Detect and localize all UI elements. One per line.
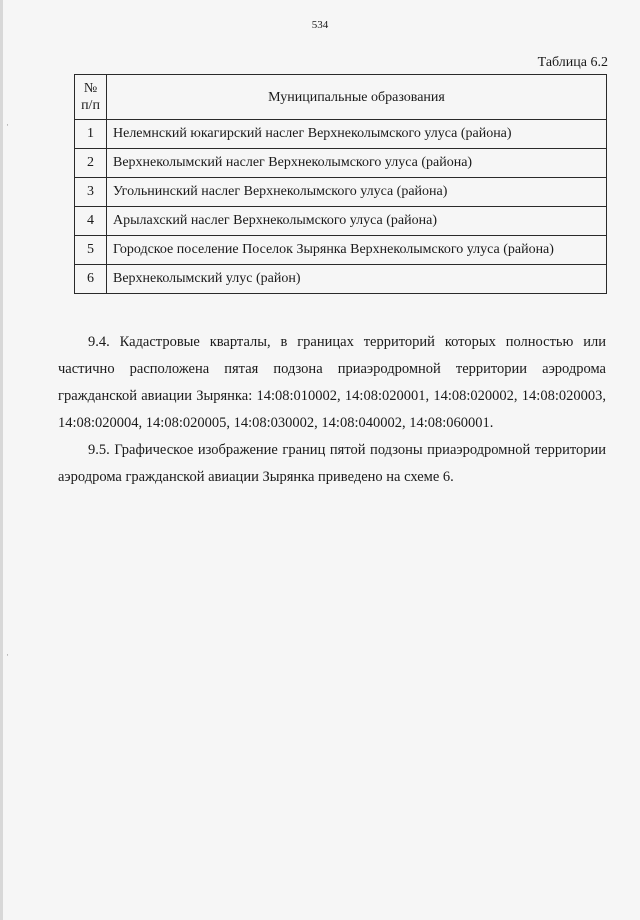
table-row — [75, 265, 607, 294]
scan-mark: · — [6, 120, 9, 130]
header-num: № п/п — [75, 75, 107, 120]
table-row — [75, 207, 607, 236]
table-caption: Таблица 6.2 — [537, 55, 608, 70]
table-row — [75, 149, 607, 178]
row-name: Нелемнский юкагирский наслег Верхнеколымского улуса (района) — [107, 120, 607, 149]
row-num: 5 — [75, 236, 107, 265]
page-number: 534 — [311, 19, 329, 31]
row-name: Угольнинский наслег Верхнеколымского улуса (района) — [107, 178, 607, 207]
row-num: 6 — [75, 265, 107, 294]
paragraph-9-4: 9.4. Кадастровые кварталы, в границах территорий которых полностью или частично расположена пятая подзона приаэродромной территории аэродрома гражданской авиации Зырянка: 14:08:010002, 14:08:020001, 14:08:020002, 14:08:020003, 14:08:020004, 14:08:020005, 14:08:030002, 14:08:040002, 14:08:060001. — [58, 334, 606, 431]
row-name: Верхнеколымский улус (район) — [107, 265, 607, 294]
paragraph-9-5: 9.5. Графическое изображение границ пятой подзоны приаэродромной территории аэродрома гражданской авиации Зырянка приведено на схеме 6. — [58, 442, 606, 485]
row-name: Верхнеколымский наслег Верхнеколымского улуса (района) — [107, 149, 607, 178]
row-num: 4 — [75, 207, 107, 236]
row-name: Арылахский наслег Верхнеколымского улуса (района) — [107, 207, 607, 236]
municipalities-table — [74, 74, 607, 294]
row-num: 3 — [75, 178, 107, 207]
row-num: 2 — [75, 149, 107, 178]
row-name: Городское поселение Поселок Зырянка Верхнеколымского улуса (района) — [107, 236, 607, 265]
header-name: Муниципальные образования — [107, 75, 607, 120]
table-row — [75, 120, 607, 149]
row-num: 1 — [75, 120, 107, 149]
table-row — [75, 178, 607, 207]
table-row — [75, 236, 607, 265]
scan-mark: · — [6, 650, 9, 660]
scan-edge — [0, 0, 3, 920]
table-header-row — [75, 75, 607, 120]
body-text — [58, 329, 606, 491]
